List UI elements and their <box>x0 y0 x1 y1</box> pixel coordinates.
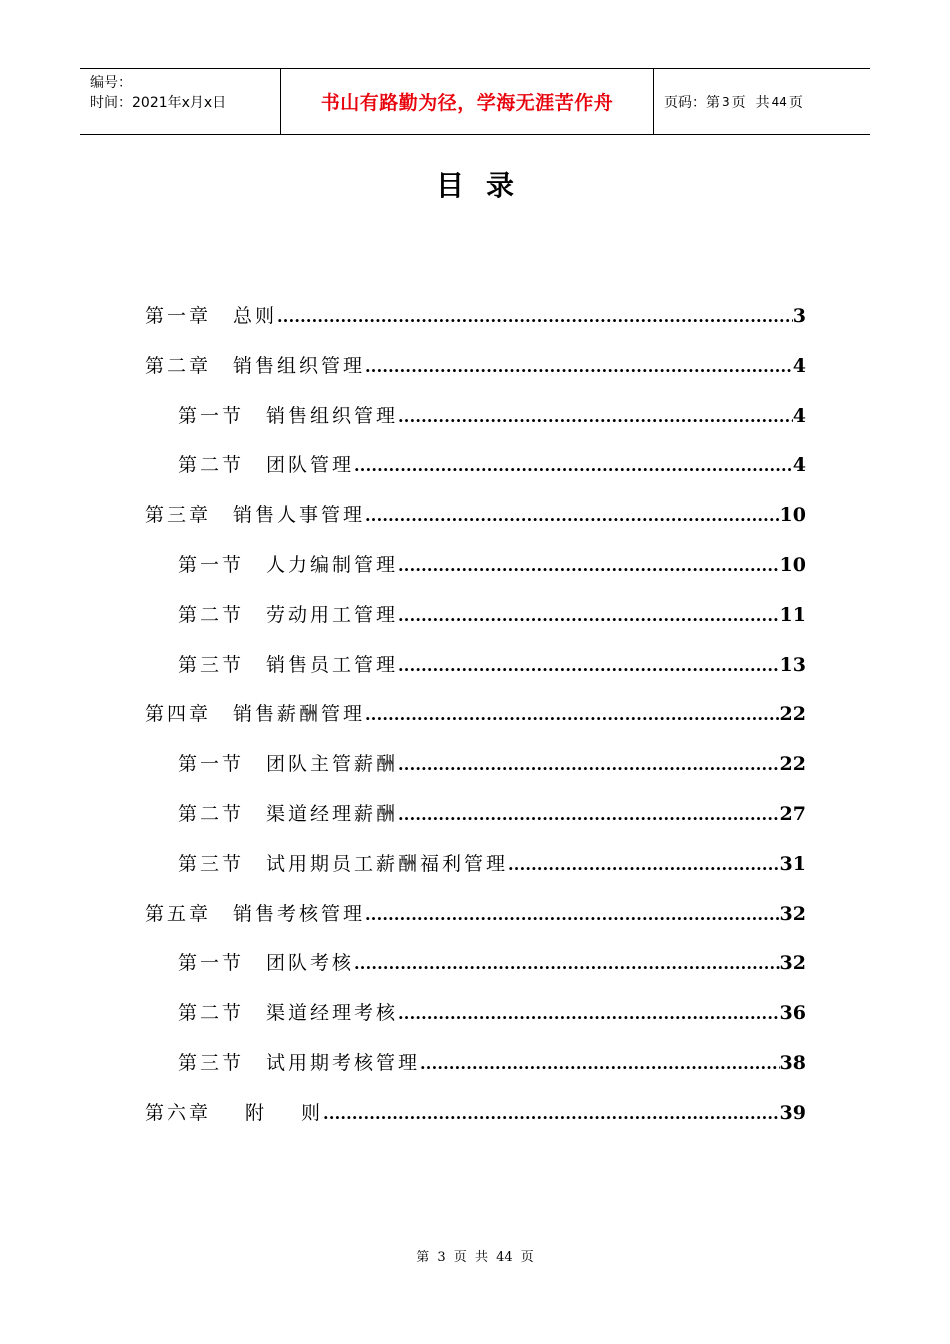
toc-item-number: 第三节 <box>178 653 245 676</box>
toc-leader-dots <box>365 347 793 387</box>
header-page-total: 44 <box>771 94 787 109</box>
toc-item-title: 销售组织管理 <box>266 404 399 427</box>
toc-title: 目录 <box>435 169 536 202</box>
toc-item-title: 渠道经理考核 <box>266 1002 399 1025</box>
toc-item-number: 第四章 <box>145 703 212 726</box>
toc-item-number: 第一节 <box>178 753 245 776</box>
toc-item[interactable] <box>145 1093 806 1143</box>
toc-item[interactable] <box>145 495 806 545</box>
header-page-total-prefix: 共 <box>755 94 770 111</box>
toc-item-title-part: 则 <box>301 1101 324 1124</box>
toc-leader-dots <box>365 895 780 935</box>
toc-item[interactable] <box>145 595 806 645</box>
toc-item[interactable] <box>145 346 806 396</box>
toc-item[interactable] <box>145 794 806 844</box>
toc-leader-dots <box>277 297 793 337</box>
toc-item-page: 22 <box>779 703 806 726</box>
toc-item-title: 销售考核管理 <box>233 902 366 925</box>
toc-item-number: 第六章 <box>145 1101 212 1124</box>
header-meta-cell <box>80 69 281 134</box>
toc-item-title: 渠道经理薪酬 <box>266 802 399 825</box>
toc-item-title: 销售组织管理 <box>233 354 366 377</box>
footer-total-pages: 44 <box>496 1250 513 1265</box>
footer-prefix: 第 <box>416 1250 430 1265</box>
toc-item[interactable] <box>145 894 806 944</box>
toc-item-number: 第一节 <box>178 404 245 427</box>
toc-item-page: 32 <box>779 902 806 925</box>
toc-item-page: 22 <box>779 753 806 776</box>
toc-leader-dots <box>398 646 780 686</box>
toc-item[interactable] <box>145 645 806 695</box>
toc-item-page: 4 <box>792 354 806 377</box>
toc-leader-dots <box>323 1094 780 1134</box>
toc-item-title: 试用期考核管理 <box>266 1051 421 1074</box>
toc-item-page: 4 <box>792 404 806 427</box>
header-page-mid: 页 <box>731 94 746 111</box>
toc-item-title: 试用期员工薪酬福利管理 <box>266 852 509 875</box>
toc-item-title: 销售薪酬管理 <box>233 703 366 726</box>
toc-item-page: 36 <box>779 1002 806 1025</box>
header-page-suffix: 页 <box>788 94 803 111</box>
toc-item[interactable] <box>145 694 806 744</box>
header-page-current: 3 <box>722 94 730 109</box>
toc-item-title: 团队管理 <box>266 454 355 477</box>
toc-item-page: 39 <box>779 1101 806 1124</box>
toc-leader-dots <box>398 795 780 835</box>
toc-item[interactable] <box>145 545 806 595</box>
toc-item[interactable] <box>145 445 806 495</box>
toc-item-number: 第一节 <box>178 553 245 576</box>
toc-item-title: 总则 <box>233 305 278 327</box>
toc-leader-dots <box>398 546 780 586</box>
toc-leader-dots <box>398 745 780 785</box>
toc-item-page: 13 <box>779 653 806 676</box>
toc-item-page: 10 <box>779 553 806 576</box>
toc-item[interactable] <box>145 943 806 993</box>
footer-suffix: 页 <box>520 1250 534 1265</box>
toc-leader-dots <box>354 446 793 486</box>
footer-total-prefix: 共 <box>474 1250 488 1265</box>
toc-item-title: 销售人事管理 <box>233 504 366 527</box>
toc-leader-dots <box>365 695 780 735</box>
toc-item-title: 人力编制管理 <box>266 553 399 576</box>
footer-current-page: 3 <box>437 1250 446 1265</box>
document-time-label: 时间：2021年x月x日 <box>90 95 227 111</box>
toc-item-number: 第一章 <box>145 305 212 327</box>
toc-item-number: 第三节 <box>178 852 245 875</box>
toc-item-number: 第二节 <box>178 802 245 825</box>
toc-item-page: 4 <box>792 454 806 477</box>
toc-leader-dots <box>398 994 780 1034</box>
toc-item-page: 38 <box>779 1051 806 1074</box>
toc-item-number: 第三节 <box>178 1051 245 1074</box>
toc-item-title <box>233 1093 323 1133</box>
toc-item-title: 团队考核 <box>266 952 355 975</box>
toc-item-page: 10 <box>779 504 806 527</box>
toc-leader-dots <box>508 845 780 885</box>
toc-item-page: 27 <box>779 802 806 825</box>
footer-mid: 页 <box>453 1250 467 1265</box>
toc-item[interactable] <box>145 844 806 894</box>
document-number-label: 编号： <box>90 75 132 91</box>
table-of-contents <box>145 296 806 1143</box>
toc-item[interactable] <box>145 744 806 794</box>
toc-item-page: 3 <box>792 305 806 327</box>
toc-item-number: 第二节 <box>178 1002 245 1025</box>
page-header <box>80 68 870 135</box>
toc-item[interactable] <box>145 993 806 1043</box>
toc-item-title: 团队主管薪酬 <box>266 753 399 776</box>
toc-item-page: 32 <box>779 952 806 975</box>
header-motto-cell <box>281 69 654 134</box>
toc-leader-dots <box>398 596 780 636</box>
toc-leader-dots <box>398 397 793 437</box>
header-page-cell <box>654 69 870 134</box>
toc-item-title-part: 附 <box>245 1101 268 1124</box>
toc-item[interactable] <box>145 396 806 446</box>
header-page-prefix: 页码：第 <box>664 94 720 111</box>
toc-item-page: 31 <box>779 852 806 875</box>
toc-item-number: 第一节 <box>178 952 245 975</box>
toc-item[interactable] <box>145 1043 806 1093</box>
toc-item-number: 第五章 <box>145 902 212 925</box>
toc-item-number: 第二节 <box>178 603 245 626</box>
toc-item-page: 11 <box>779 603 806 626</box>
toc-leader-dots <box>354 944 780 984</box>
toc-item-title: 劳动用工管理 <box>266 603 399 626</box>
toc-item-number: 第二节 <box>178 454 245 477</box>
page-footer <box>0 1246 950 1265</box>
toc-item[interactable] <box>145 296 806 346</box>
toc-item-title: 销售员工管理 <box>266 653 399 676</box>
toc-leader-dots <box>365 496 780 536</box>
toc-item-number: 第二章 <box>145 354 212 377</box>
toc-leader-dots <box>420 1044 780 1084</box>
header-motto: 书山有路勤为径，学海无涯苦作舟 <box>320 92 614 114</box>
toc-item-number: 第三章 <box>145 504 212 527</box>
